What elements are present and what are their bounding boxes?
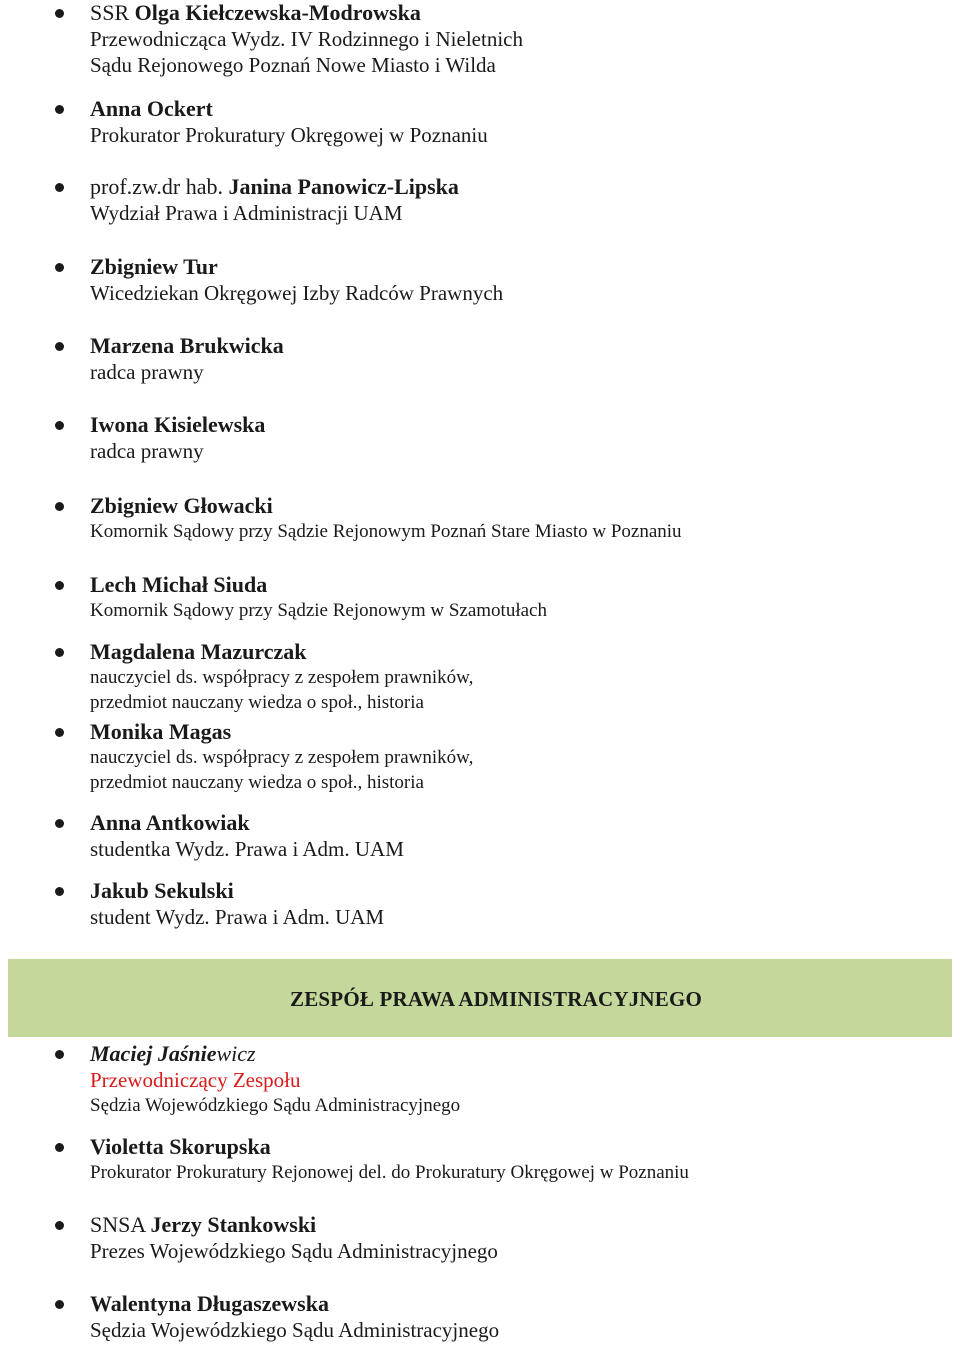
member-entry (90, 639, 940, 715)
member-entry (90, 1041, 940, 1118)
member-name: Zbigniew Głowacki (90, 493, 273, 518)
member-entry (90, 0, 940, 78)
member-name: Violetta Skorupska (90, 1134, 271, 1159)
member-name: Walentyna Długaszewska (90, 1291, 329, 1316)
member-desc: Wicedziekan Okręgowej Izby Radców Prawnych (90, 281, 504, 305)
member-name: Maciej Jaśniewicz (90, 1041, 256, 1066)
bullet-icon (55, 1221, 64, 1230)
member-desc: Przewodnicząca Wydz. IV Rodzinnego i Nieletnich (90, 27, 523, 51)
member-entry (90, 1291, 940, 1343)
member-desc: Komornik Sądowy przy Sądzie Rejonowym w Szamotułach (90, 600, 547, 621)
member-name: Jakub Sekulski (90, 878, 234, 903)
bullet-icon (55, 581, 64, 590)
bullet-icon (55, 105, 64, 114)
member-name: SNSA Jerzy Stankowski (90, 1212, 317, 1237)
member-desc: studentka Wydz. Prawa i Adm. UAM (90, 837, 404, 861)
member-desc: Komornik Sądowy przy Sądzie Rejonowym Poznań Stare Miasto w Poznaniu (90, 521, 682, 542)
member-name: Marzena Brukwicka (90, 333, 284, 358)
member-desc: nauczyciel ds. współpracy z zespołem prawników, (90, 667, 474, 688)
member-desc: Prokurator Prokuratury Rejonowej del. do Prokuratury Okręgowej w Poznaniu (90, 1162, 689, 1183)
member-entry (90, 1134, 940, 1185)
member-entry (90, 1212, 940, 1264)
member-name: Lech Michał Siuda (90, 572, 268, 597)
bullet-icon (55, 1300, 64, 1309)
member-desc: Sędzia Wojewódzkiego Sądu Administracyjnego (90, 1095, 461, 1116)
member-desc: radca prawny (90, 439, 204, 463)
member-desc: przedmiot nauczany wiedza o społ., historia (90, 692, 424, 713)
bullet-icon (55, 648, 64, 657)
member-desc: Prokurator Prokuratury Okręgowej w Poznaniu (90, 123, 488, 147)
member-entry (90, 96, 940, 148)
member-name: Anna Antkowiak (90, 810, 250, 835)
bullet-icon (55, 502, 64, 511)
member-name: prof.zw.dr hab. Janina Panowicz-Lipska (90, 174, 459, 199)
member-role: Przewodniczący Zespołu (90, 1068, 301, 1092)
member-entry (90, 572, 940, 623)
bullet-icon (55, 1050, 64, 1059)
bullet-icon (55, 728, 64, 737)
bullet-icon (55, 263, 64, 272)
member-name: SSR Olga Kiełczewska-Modrowska (90, 0, 421, 25)
member-desc: nauczyciel ds. współpracy z zespołem prawników, (90, 747, 474, 768)
member-desc: Prezes Wojewódzkiego Sądu Administracyjnego (90, 1239, 498, 1263)
member-name: Monika Magas (90, 719, 232, 744)
member-name: Magdalena Mazurczak (90, 639, 307, 664)
member-desc: Wydział Prawa i Administracji UAM (90, 201, 403, 225)
member-desc: Sądu Rejonowego Poznań Nowe Miasto i Wilda (90, 53, 496, 77)
bullet-icon (55, 183, 64, 192)
bullet-icon (55, 342, 64, 351)
member-name: Anna Ockert (90, 96, 213, 121)
section-title: ZESPÓŁ PRAWA ADMINISTRACYJNEGO (290, 987, 703, 1011)
member-entry (90, 493, 940, 544)
member-desc: przedmiot nauczany wiedza o społ., historia (90, 772, 424, 793)
member-entry (90, 810, 940, 862)
member-desc: Sędzia Wojewódzkiego Sądu Administracyjnego (90, 1318, 500, 1342)
member-desc: radca prawny (90, 360, 204, 384)
member-entry (90, 878, 940, 930)
member-entry (90, 254, 940, 306)
member-name: Iwona Kisielewska (90, 412, 266, 437)
member-entry (90, 333, 940, 385)
bullet-icon (55, 9, 64, 18)
member-entry (90, 412, 940, 464)
member-desc: student Wydz. Prawa i Adm. UAM (90, 905, 385, 929)
bullet-icon (55, 819, 64, 828)
member-entry (90, 719, 940, 795)
member-name: Zbigniew Tur (90, 254, 218, 279)
bullet-icon (55, 887, 64, 896)
bullet-icon (55, 421, 64, 430)
bullet-icon (55, 1143, 64, 1152)
member-entry (90, 174, 940, 226)
